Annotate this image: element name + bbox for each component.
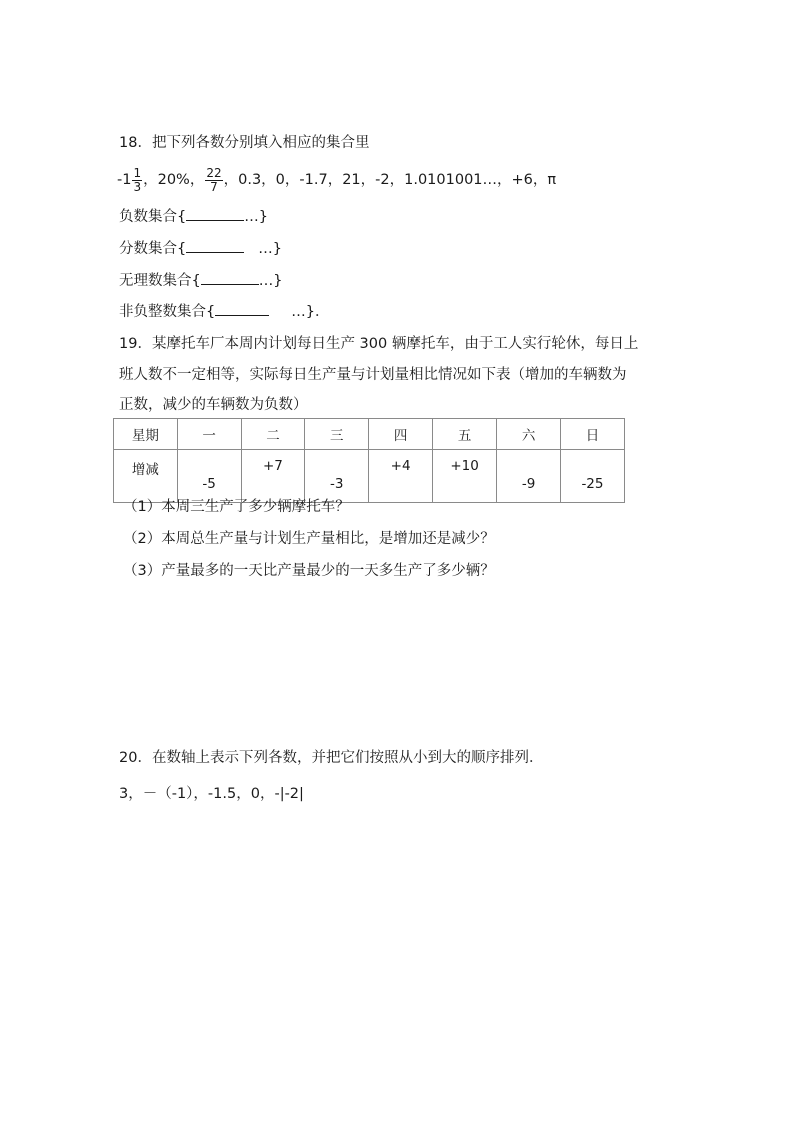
table-header-row (114, 419, 625, 450)
q19-line-3: 正数，减少的车辆数为负数） (119, 397, 308, 413)
q18-numbers-text-1: ，20%， (143, 172, 205, 188)
q19-sub-3: （3）产量最多的一天比产量最少的一天多生产了多少辆？ (123, 563, 495, 579)
fraction-denominator: 3 (133, 179, 142, 194)
nonneg-integer-set-line (119, 301, 329, 322)
q18-neg-sign: -1 (117, 172, 132, 188)
q18-title: 18．把下列各数分别填入相应的集合里 (119, 135, 370, 151)
nonneg-integer-set-label: 非负整数集合{ (119, 304, 216, 320)
fraction-numerator: 1 (133, 165, 142, 180)
negative-set-blank[interactable] (186, 206, 244, 221)
table-cell: -25 (560, 450, 624, 503)
fraction-22-7 (205, 167, 222, 194)
negative-set-line (119, 206, 268, 227)
table-cell: 五 (433, 419, 497, 450)
table-cell: 二 (241, 419, 305, 450)
set-tail: …}． (291, 304, 330, 320)
fraction-one-third (132, 167, 142, 194)
table-cell: +10 (433, 450, 497, 503)
irrational-set-label: 无理数集合{ (119, 273, 201, 289)
fraction-denominator: 7 (210, 179, 218, 194)
irrational-set-line (119, 270, 282, 291)
table-cell: 一 (177, 419, 241, 450)
production-table (113, 418, 625, 503)
table-cell: +4 (369, 450, 433, 503)
fraction-set-line (119, 238, 282, 259)
q19-sub-2: （2）本周总生产量与计划生产量相比，是增加还是减少？ (123, 531, 495, 547)
table-cell: -9 (497, 450, 561, 503)
table-cell: 日 (560, 419, 624, 450)
nonneg-integer-set-blank[interactable] (215, 301, 269, 316)
q20-numbers-text: 3，－（-1），-1.5，0，- (119, 786, 280, 802)
fraction-numerator: 22 (206, 165, 222, 180)
table-cell: 增减 (114, 450, 178, 503)
q20-title: 20．在数轴上表示下列各数，并把它们按照从小到大的顺序排列． (119, 750, 544, 766)
table-cell: +7 (241, 450, 305, 503)
fraction-set-label: 分数集合{ (119, 241, 187, 257)
table-row (114, 450, 625, 503)
q19-line-2: 班人数不一定相等，实际每日生产量与计划量相比情况如下表（增加的车辆数为 (119, 367, 627, 383)
table-cell: -5 (177, 450, 241, 503)
set-tail: …} (258, 273, 283, 289)
negative-set-label: 负数集合{ (119, 209, 187, 225)
table-cell: -3 (305, 450, 369, 503)
q19-line-1: 19．某摩托车厂本周内计划每日生产 300 辆摩托车，由于工人实行轮休，每日上 (119, 336, 639, 352)
set-tail: …} (244, 209, 268, 225)
q18-numbers-text-2: ，0.3，0，-1.7，21，-2，1.0101001…，+6，π (223, 172, 557, 188)
set-tail: …} (258, 241, 282, 257)
q18-numbers (117, 166, 556, 194)
irrational-set-blank[interactable] (201, 270, 259, 285)
q19-sub-1: （1）本周三生产了多少辆摩托车？ (123, 499, 350, 515)
fraction-set-blank[interactable] (186, 238, 244, 253)
table-cell: 六 (497, 419, 561, 450)
table-cell: 星期 (114, 419, 178, 450)
absolute-value-expression: |-2| (279, 786, 304, 802)
q20-numbers (119, 784, 304, 804)
table-cell: 三 (305, 419, 369, 450)
table-cell: 四 (369, 419, 433, 450)
